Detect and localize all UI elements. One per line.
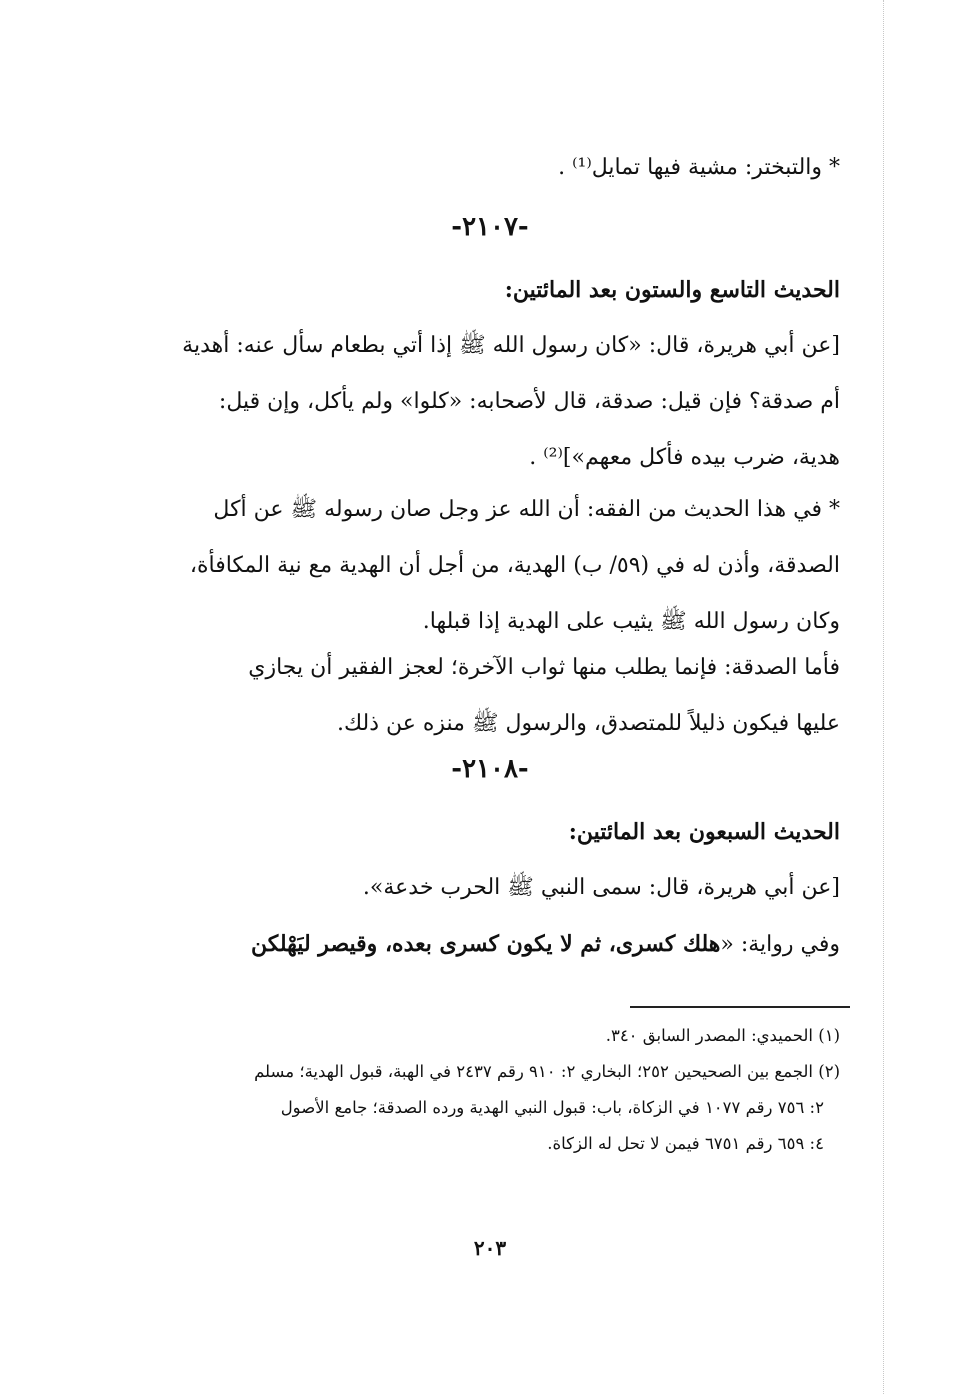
hadith-270-section <box>132 804 840 973</box>
section-heading: الحديث التاسع والستون بعد المائتين: <box>504 277 840 303</box>
text-line: هدية، ضرب بيده فأكل معهم»]⁽²⁾ . <box>529 445 840 470</box>
footnote-2-continuation: ٢: ٧٥٦ رقم ١٠٧٧ في الزكاة، باب: قبول النبي الهدية ورده الصدقة؛ جامع الأصول <box>280 1098 824 1117</box>
text-line <box>132 916 840 973</box>
text-line: عليها فيكون ذليلاً للمتصدق، والرسول ﷺ منزه عن ذلك. <box>336 711 840 736</box>
hadith-number: -٢١٠٧- <box>451 212 529 242</box>
text-line: [عن أبي هريرة، قال: سمى النبي ﷺ الحرب خدعة». <box>362 875 840 900</box>
page-edge-line <box>883 0 884 1394</box>
hadith-number: -٢١٠٨- <box>451 754 529 784</box>
text-line: أم صدقة؟ فإن قيل: صدقة، قال لأصحابه: «كلوا» ولم يأكل، وإن قيل: <box>218 389 840 414</box>
intro-line <box>132 140 840 196</box>
narration-quote: هلك كسرى، ثم لا يكون كسرى بعده، وقيصر ليَهْلكن <box>250 931 721 957</box>
footnote-2: (٢) الجمع بين الصحيحين ٢٥٢؛ البخاري ٢: ٩١٠ رقم ٢٤٣٧ في الهبة، قبول الهدية؛ مسلم <box>254 1062 840 1081</box>
fiqh-commentary <box>132 482 840 650</box>
page-number: ٢٠٣ <box>473 1236 507 1260</box>
hadith-269-section <box>132 262 840 486</box>
text-line: [عن أبي هريرة، قال: «كان رسول الله ﷺ إذا أتي بطعام سأل عنه: أهدية <box>182 333 840 358</box>
text-line: وكان رسول الله ﷺ يثيب على الهدية إذا قبلها. <box>422 609 840 634</box>
text-line: الصدقة، وأذن له في (٥٩/ ب) الهدية، من أجل أن الهدية مع نية المكافأة، <box>189 553 840 578</box>
section-heading: الحديث السبعون بعد المائتين: <box>568 819 840 845</box>
text-line: * في هذا الحديث من الفقه: أن الله عز وجل صان رسوله ﷺ عن أكل <box>213 497 840 522</box>
footnotes <box>132 1018 840 1162</box>
footnote-2-continuation: ٤: ٦٥٩ رقم ٦٧٥١ فيمن لا تحل له الزكاة. <box>547 1134 824 1153</box>
footnote-1: (١) الحميدي: المصدر السابق ٣٤٠. <box>605 1026 840 1045</box>
definition-line: * والتبختر: مشية فيها تمايل⁽¹⁾ . <box>558 155 840 180</box>
narration-prefix: وفي رواية: « <box>720 932 840 957</box>
sadaqa-paragraph <box>132 640 840 752</box>
text-line: فأما الصدقة: فإنما يطلب منها ثواب الآخرة؛ لعجز الفقير أن يجازي <box>248 655 840 680</box>
footnote-separator <box>630 1006 850 1008</box>
